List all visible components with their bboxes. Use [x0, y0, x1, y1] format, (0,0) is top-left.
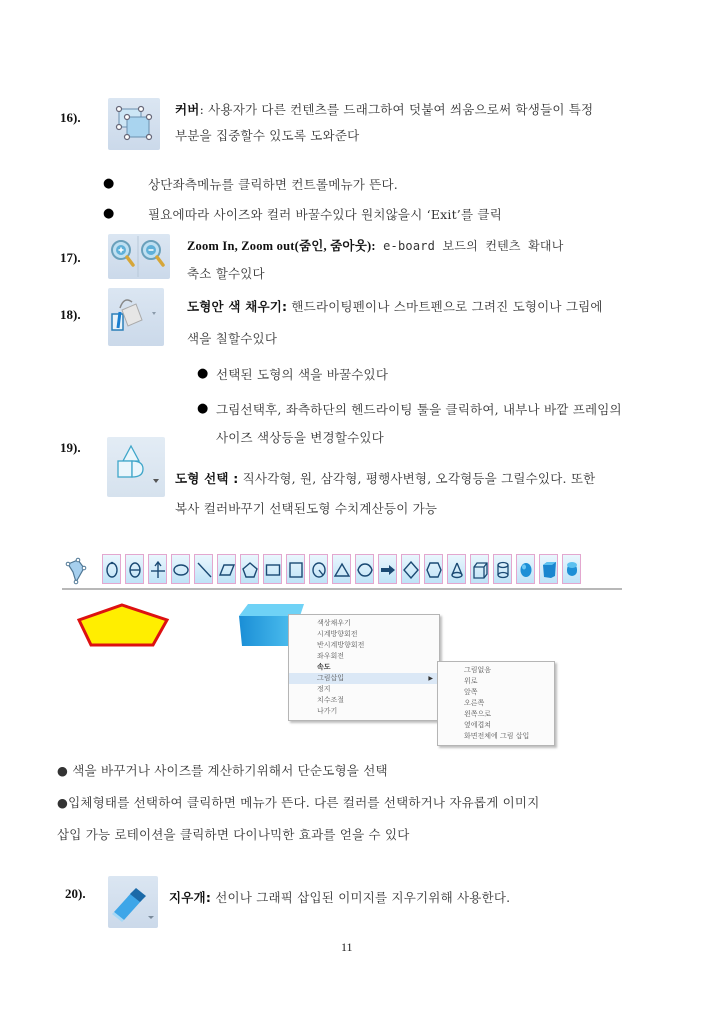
item-number-20: 20).: [65, 886, 86, 901]
cover-bullet-2: 필요에따라 사이즈와 컬러 바꿀수있다 원치않을시 ‘Exit’를 클릭: [148, 207, 502, 222]
sphere-3d-icon: [518, 561, 534, 579]
cube-3d-icon: [541, 561, 557, 579]
fill-description-line1: 도형안 색 채우기: 핸드라이팅펜이나 스마트펜으로 그려진 도형이나 그림에: [187, 299, 603, 314]
circle-line-icon: [127, 561, 143, 579]
shapes-icon: [107, 437, 165, 497]
arrow-right-icon: [380, 561, 396, 579]
submenu-item-right[interactable]: 오른쪽: [464, 699, 485, 707]
fill-description-line2: 색을 칠할수있다: [187, 331, 278, 346]
submenu-arrow-icon: ▶: [428, 675, 433, 682]
eraser-title: 지우개:: [169, 890, 212, 905]
rounded-hexagon-icon: [357, 561, 373, 579]
parallelogram-tool[interactable]: [217, 554, 236, 584]
zoom-buttons: [108, 234, 170, 279]
menu-item-stop[interactable]: 정지: [317, 685, 331, 693]
submenu-item-front[interactable]: 앞쪽: [464, 688, 478, 696]
zoom-description-line2: 축소 할수있다: [187, 266, 265, 281]
item-number-16: 16).: [60, 110, 81, 125]
fill-bullet-2-cont: 사이즈 색상등을 변경할수있다: [216, 430, 384, 445]
shape-toolbar: [62, 550, 622, 590]
cover-bullet-1: 상단좌측메뉴를 클릭하면 컨트롤메뉴가 뜬다.: [148, 177, 398, 192]
freehand-circle-tool[interactable]: [102, 554, 121, 584]
bullet-dot: ●: [103, 206, 115, 221]
line-tool[interactable]: [194, 554, 213, 584]
shape-description-line1: 도형 선택 : 직사각형, 원, 삼각형, 평행사변형, 오각형등을 그릴수있다. 또한: [175, 471, 596, 486]
eraser-description: 지우개: 선이나 그래픽 삽입된 이미지를 지우기위해 사용한다.: [169, 890, 511, 905]
submenu-item-fullscreen[interactable]: 화면전체에 그림 삽입: [464, 732, 530, 740]
arrow-right-tool[interactable]: [378, 554, 397, 584]
item-number-19: 19).: [60, 440, 81, 455]
pentagon-shape-icon: [75, 600, 175, 650]
fill-bullet-1: 선택된 도형의 색을 바꿀수있다: [216, 367, 389, 382]
cylinder-3d-tool[interactable]: [562, 554, 581, 584]
menu-item-resize[interactable]: 치수조절: [317, 696, 345, 704]
menu-item-fill-color[interactable]: 색상채우기: [317, 619, 351, 627]
shape-description-line2: 복사 컬러바꾸기 선택된도형 수치계산등이 가능: [175, 501, 438, 516]
zoom-out-icon: [142, 241, 163, 265]
rectangle-icon: [265, 561, 281, 579]
freehand-circle-icon: [104, 561, 120, 579]
cube-3d-tool[interactable]: [539, 554, 558, 584]
insert-image-submenu: [437, 661, 555, 746]
cone-icon: [449, 561, 465, 579]
cylinder-3d-icon: [564, 561, 580, 579]
cube-outline-tool[interactable]: [470, 554, 489, 584]
hexagon-icon: [426, 561, 442, 579]
shape-note-1: ● 색을 바꾸거나 사이즈를 계산하기위해서 단순도형을 선택: [57, 763, 388, 778]
cross-arrow-tool[interactable]: [148, 554, 167, 584]
pentagon-tool[interactable]: [240, 554, 259, 584]
cylinder-outline-icon: [495, 561, 511, 579]
parallelogram-icon: [219, 561, 235, 579]
shape-context-menu: [288, 614, 440, 721]
pentagon-icon: [242, 561, 258, 579]
demo-pentagon[interactable]: [75, 600, 175, 654]
rectangle-tool[interactable]: [263, 554, 282, 584]
freeform-polygon-tool[interactable]: [64, 556, 94, 586]
paint-bucket-icon: [108, 288, 164, 346]
menu-item-rotate-lr[interactable]: 좌우회전: [317, 652, 345, 660]
menu-item-rotate-cw[interactable]: 시계방향회전: [317, 630, 358, 638]
shape-title: 도형 선택 :: [175, 471, 239, 486]
line-icon: [196, 561, 212, 579]
rounded-hexagon-tool[interactable]: [355, 554, 374, 584]
menu-item-insert-image[interactable]: 그림삽입 ▶: [289, 673, 439, 684]
shape-note-3: 삽입 가능 로테이션을 클릭하면 다이나믹한 효과를 얻을 수 있다: [57, 827, 410, 842]
circle-radius-icon: [311, 561, 327, 579]
square-tool[interactable]: [286, 554, 305, 584]
menu-item-rotate-ccw[interactable]: 반시계방향회전: [317, 641, 365, 649]
triangle-icon: [334, 561, 350, 579]
cover-icon: [108, 98, 160, 150]
ellipse-icon: [173, 561, 189, 579]
zoom-title: Zoom In, Zoom out(줌인, 줌아웃):: [187, 239, 376, 253]
bullet-dot: ●: [197, 366, 209, 381]
sphere-3d-tool[interactable]: [516, 554, 535, 584]
cylinder-outline-tool[interactable]: [493, 554, 512, 584]
item-number-17: 17).: [60, 250, 81, 265]
zoom-description-line1: Zoom In, Zoom out(줌인, 줌아웃): e-board 보드의 컨텐츠 확대나: [187, 239, 564, 253]
submenu-item-left[interactable]: 왼쪽으로: [464, 710, 492, 718]
bullet-dot: ●: [197, 401, 209, 416]
cube-outline-icon: [472, 561, 488, 579]
page-number: 11: [341, 940, 353, 954]
triangle-tool[interactable]: [332, 554, 351, 584]
bullet-dot: ●: [103, 176, 115, 191]
cover-title: 커버: [175, 102, 200, 117]
diamond-tool[interactable]: [401, 554, 420, 584]
menu-item-exit[interactable]: 나가기: [317, 707, 338, 715]
diamond-icon: [403, 561, 419, 579]
shape-note-2: ●입체형태를 선택하여 클릭하면 메뉴가 뜬다. 다른 컬러를 선택하거나 자유롭게 이미지: [57, 795, 540, 810]
submenu-item-up[interactable]: 위로: [464, 677, 478, 685]
submenu-item-overlap[interactable]: 옆에겹쳐: [464, 721, 492, 729]
cover-description-line1: 커버: 사용자가 다른 컨텐츠를 드래그하여 덧붙여 씌움으로써 학생들이 특정: [175, 102, 594, 117]
circle-radius-tool[interactable]: [309, 554, 328, 584]
fill-bullet-2: 그림선택후, 좌측하단의 헨드라이팅 툴을 클릭하여, 내부나 바깥 프레임의: [216, 402, 622, 417]
hexagon-tool[interactable]: [424, 554, 443, 584]
submenu-item-none[interactable]: 그림없음: [464, 666, 492, 674]
freeform-polygon-icon: [64, 556, 94, 586]
cover-description-line2: 부분을 집중할수 있도록 도와준다: [175, 128, 360, 143]
cross-arrow-icon: [150, 561, 166, 579]
fill-title: 도형안 색 채우기:: [187, 299, 288, 314]
eraser-icon: [108, 876, 158, 928]
ellipse-tool[interactable]: [171, 554, 190, 584]
menu-item-speed[interactable]: 속도: [317, 663, 331, 671]
cone-tool[interactable]: [447, 554, 466, 584]
circle-line-tool[interactable]: [125, 554, 144, 584]
square-icon: [288, 561, 304, 579]
zoom-in-icon: [112, 241, 133, 265]
item-number-18: 18).: [60, 307, 81, 322]
